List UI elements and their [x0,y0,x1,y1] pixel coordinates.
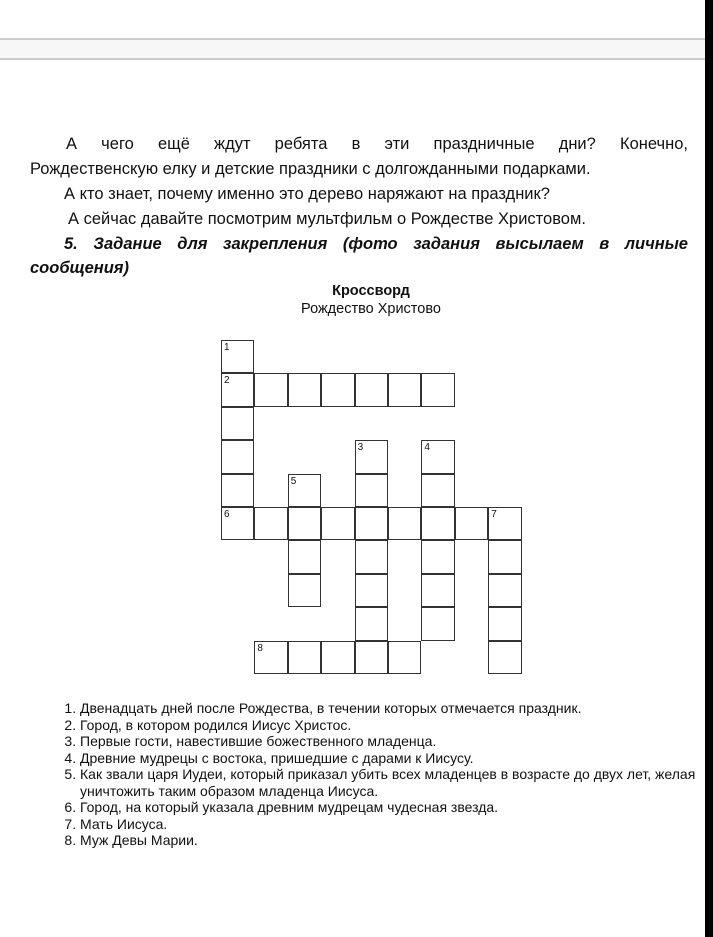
crossword-cell [355,574,388,607]
crossword-cell [488,574,521,607]
crossword-cell [288,540,321,573]
clue-number: 7 [491,509,497,520]
crossword-cell [254,373,287,406]
clue-3: 3. Первые гости, навестившие божественного младенца. [80,733,700,750]
clue-number: 1 [224,342,230,353]
crossword-cell [355,540,388,573]
crossword-cell [221,373,254,406]
crossword-cell [488,507,521,540]
crossword-cell [288,574,321,607]
crossword-title: Кроссворд [332,283,410,299]
clue-number: 3 [357,442,364,454]
clues-list [34,700,700,849]
crossword-cell [288,474,321,507]
task-heading-cont: сообщения) [30,259,129,277]
crossword-cell [321,641,354,674]
crossword-cell [488,607,521,640]
clue-number: 6 [224,509,230,520]
crossword-cell [355,474,388,507]
clue-6: 6. Город, на который указала древним мудрецам чудесная звезда. [80,799,700,816]
paragraph-2: Рождественскую елку и детские праздники с долгожданными подарками. [30,160,591,178]
paragraph-4: А сейчас давайте посмотрим мультфильм о Рождестве Христовом. [68,210,586,228]
crossword-cell [221,340,254,373]
crossword-cell [288,373,321,406]
clue-1: 1. Двенадцать дней после Рождества, в течении которых отмечается праздник. [80,700,700,717]
crossword-cell [254,507,287,540]
crossword-cell [321,507,354,540]
crossword-cell [421,440,454,473]
crossword-cell [421,540,454,573]
clue-number: 4 [424,442,430,454]
clue-8: 8. Муж Девы Марии. [80,832,700,849]
crossword-cell [254,641,287,674]
crossword-cell [355,641,388,674]
crossword-cell [421,574,454,607]
paragraph-3: А кто знает, почему именно это дерево наряжают на праздник? [64,185,550,203]
crossword-subtitle: Рождество Христово [301,301,441,317]
crossword-cell [388,373,421,406]
clue-5: 5. Как звали царя Иудеи, который приказал убить всех младенцев в возрасте до двух лет, желая уничтожить таким образом младенца Иисуса. [80,766,700,799]
toolbar-strip [0,38,705,60]
window-edge [705,0,713,937]
clue-number: 5 [290,475,297,487]
crossword-cell [321,373,354,406]
clue-7: 7. Мать Иисуса. [80,816,700,833]
crossword-cell [421,474,454,507]
crossword-cell [288,641,321,674]
crossword-cell [221,407,254,440]
crossword-cell [355,373,388,406]
clue-number: 8 [257,642,263,654]
crossword-cell [455,507,488,540]
crossword-cell [388,641,421,674]
crossword-cell [355,440,388,473]
clue-number: 2 [224,375,230,387]
crossword-cell [388,507,421,540]
crossword-cell [355,607,388,640]
crossword-cell [488,641,521,674]
crossword-cell [488,540,521,573]
crossword-cell [221,474,254,507]
crossword-cell [355,507,388,540]
task-heading: 5. Задание для закрепления (фото задания высылаем в личные [64,235,688,253]
crossword-cell [421,607,454,640]
crossword-cell [288,507,321,540]
crossword-cell [221,440,254,473]
crossword-cell [421,373,454,406]
clue-4: 4. Древние мудрецы с востока, пришедшие с дарами к Иисусу. [80,750,700,767]
crossword-cell [421,507,454,540]
clue-2: 2. Город, в котором родился Иисус Христос. [80,717,700,734]
crossword-cell [221,507,254,540]
paragraph-1: А чего ещё ждут ребята в эти праздничные дни? Конечно, [66,135,688,153]
